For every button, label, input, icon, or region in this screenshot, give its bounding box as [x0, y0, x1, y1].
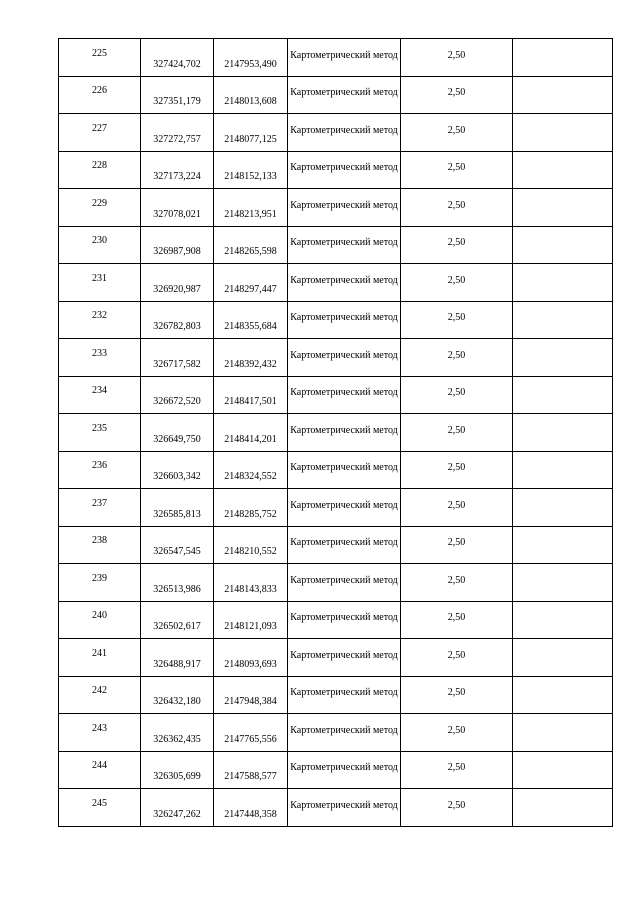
point-number-cell	[59, 526, 141, 564]
coordinates-table-body	[59, 39, 613, 827]
accuracy-cell	[401, 789, 513, 827]
y-coordinate-cell-text: 2148324,552	[224, 471, 277, 482]
y-coordinate-cell	[214, 489, 288, 527]
y-coordinate-cell-text: 2147948,384	[224, 696, 277, 707]
method-cell-text: Картометрический метод	[290, 349, 398, 361]
point-number-cell	[59, 751, 141, 789]
note-cell	[513, 339, 613, 377]
x-coordinate-cell-text: 326717,582	[153, 358, 201, 370]
method-cell	[288, 564, 401, 602]
y-coordinate-cell-text: 2148210,552	[224, 546, 277, 557]
point-number-cell-text: 245	[92, 797, 107, 809]
y-coordinate-cell	[214, 676, 288, 714]
method-cell	[288, 639, 401, 677]
table-row	[59, 301, 613, 339]
point-number-cell-text: 242	[92, 685, 107, 697]
accuracy-cell	[401, 76, 513, 114]
y-coordinate-cell	[214, 76, 288, 114]
table-row	[59, 451, 613, 489]
point-number-cell	[59, 639, 141, 677]
accuracy-cell-text: 2,50	[447, 49, 466, 61]
accuracy-cell-text: 2,50	[447, 499, 466, 511]
point-number-cell	[59, 114, 141, 152]
point-number-cell-text: 234	[92, 385, 107, 397]
method-cell-text: Картометрический метод	[290, 312, 398, 324]
method-cell	[288, 301, 401, 339]
accuracy-cell	[401, 489, 513, 527]
y-coordinate-cell	[214, 714, 288, 752]
note-cell	[513, 751, 613, 789]
y-coordinate-cell-text: 2148143,833	[224, 583, 277, 595]
x-coordinate-cell-text: 326920,987	[153, 283, 201, 295]
accuracy-cell-text: 2,50	[447, 724, 466, 736]
method-cell-text: Картометрический метод	[290, 124, 398, 136]
accuracy-cell-text: 2,50	[447, 649, 466, 661]
accuracy-cell-text: 2,50	[447, 387, 466, 399]
y-coordinate-cell-text: 2148152,133	[224, 171, 277, 182]
accuracy-cell-text: 2,50	[447, 199, 466, 211]
method-cell-text: Картометрический метод	[290, 612, 398, 624]
note-cell	[513, 39, 613, 77]
x-coordinate-cell-text: 327272,757	[153, 133, 201, 145]
note-cell	[513, 414, 613, 452]
accuracy-cell	[401, 264, 513, 302]
x-coordinate-cell-text: 326782,803	[153, 321, 201, 332]
point-number-cell	[59, 564, 141, 602]
method-cell-text: Картометрический метод	[290, 499, 398, 511]
note-cell	[513, 226, 613, 264]
coordinates-table	[58, 38, 613, 827]
accuracy-cell	[401, 114, 513, 152]
x-coordinate-cell	[141, 751, 214, 789]
y-coordinate-cell-text: 2148265,598	[224, 246, 277, 257]
method-cell	[288, 489, 401, 527]
accuracy-cell	[401, 414, 513, 452]
accuracy-cell	[401, 226, 513, 264]
y-coordinate-cell	[214, 151, 288, 189]
accuracy-cell	[401, 564, 513, 602]
point-number-cell-text: 243	[92, 722, 107, 734]
method-cell-text: Картометрический метод	[290, 87, 398, 99]
method-cell-text: Картометрический метод	[290, 649, 398, 661]
x-coordinate-cell-text: 326672,520	[153, 396, 201, 407]
table-row	[59, 39, 613, 77]
y-coordinate-cell	[214, 526, 288, 564]
point-number-cell	[59, 226, 141, 264]
method-cell	[288, 226, 401, 264]
y-coordinate-cell-text: 2148077,125	[224, 133, 277, 145]
note-cell	[513, 451, 613, 489]
x-coordinate-cell	[141, 526, 214, 564]
table-row	[59, 264, 613, 302]
x-coordinate-cell-text: 327173,224	[153, 171, 201, 182]
accuracy-cell	[401, 714, 513, 752]
accuracy-cell-text: 2,50	[447, 349, 466, 361]
accuracy-cell	[401, 151, 513, 189]
table-row	[59, 76, 613, 114]
x-coordinate-cell	[141, 451, 214, 489]
point-number-cell-text: 244	[92, 760, 107, 772]
x-coordinate-cell	[141, 676, 214, 714]
accuracy-cell	[401, 451, 513, 489]
table-row	[59, 676, 613, 714]
method-cell	[288, 526, 401, 564]
table-row	[59, 714, 613, 752]
y-coordinate-cell	[214, 789, 288, 827]
y-coordinate-cell	[214, 639, 288, 677]
table-row	[59, 414, 613, 452]
note-cell	[513, 676, 613, 714]
x-coordinate-cell	[141, 114, 214, 152]
point-number-cell	[59, 76, 141, 114]
accuracy-cell-text: 2,50	[447, 612, 466, 624]
point-number-cell-text: 238	[92, 535, 107, 547]
method-cell-text: Картометрический метод	[290, 274, 398, 286]
y-coordinate-cell-text: 2147765,556	[224, 733, 277, 745]
method-cell-text: Картометрический метод	[290, 162, 398, 174]
point-number-cell-text: 240	[92, 610, 107, 622]
x-coordinate-cell-text: 326432,180	[153, 696, 201, 707]
table-row	[59, 639, 613, 677]
table-row	[59, 601, 613, 639]
point-number-cell-text: 227	[92, 122, 107, 134]
accuracy-cell-text: 2,50	[447, 237, 466, 249]
method-cell	[288, 151, 401, 189]
accuracy-cell	[401, 39, 513, 77]
x-coordinate-cell	[141, 339, 214, 377]
note-cell	[513, 601, 613, 639]
method-cell	[288, 451, 401, 489]
table-row	[59, 339, 613, 377]
x-coordinate-cell	[141, 151, 214, 189]
point-number-cell-text: 232	[92, 310, 107, 322]
accuracy-cell	[401, 526, 513, 564]
table-row	[59, 114, 613, 152]
x-coordinate-cell-text: 326488,917	[153, 658, 201, 670]
x-coordinate-cell	[141, 301, 214, 339]
y-coordinate-cell-text: 2148121,093	[224, 621, 277, 632]
method-cell-text: Картометрический метод	[290, 462, 398, 474]
point-number-cell	[59, 414, 141, 452]
x-coordinate-cell-text: 327351,179	[153, 96, 201, 107]
accuracy-cell-text: 2,50	[447, 162, 466, 174]
accuracy-cell	[401, 601, 513, 639]
y-coordinate-cell	[214, 39, 288, 77]
x-coordinate-cell-text: 327424,702	[153, 58, 201, 70]
point-number-cell	[59, 676, 141, 714]
method-cell-text: Картометрический метод	[290, 237, 398, 249]
x-coordinate-cell-text: 327078,021	[153, 208, 201, 220]
point-number-cell-text: 241	[92, 647, 107, 659]
method-cell-text: Картометрический метод	[290, 387, 398, 399]
method-cell-text: Картометрический метод	[290, 49, 398, 61]
x-coordinate-cell	[141, 789, 214, 827]
x-coordinate-cell	[141, 189, 214, 227]
y-coordinate-cell-text: 2147448,358	[224, 808, 277, 820]
point-number-cell-text: 226	[92, 85, 107, 97]
x-coordinate-cell	[141, 376, 214, 414]
note-cell	[513, 714, 613, 752]
x-coordinate-cell	[141, 601, 214, 639]
x-coordinate-cell	[141, 76, 214, 114]
x-coordinate-cell	[141, 639, 214, 677]
table-row	[59, 489, 613, 527]
y-coordinate-cell-text: 2148414,201	[224, 433, 277, 445]
accuracy-cell	[401, 339, 513, 377]
point-number-cell-text: 228	[92, 160, 107, 172]
x-coordinate-cell	[141, 564, 214, 602]
method-cell-text: Картометрический метод	[290, 724, 398, 736]
point-number-cell-text: 233	[92, 347, 107, 359]
accuracy-cell	[401, 301, 513, 339]
y-coordinate-cell	[214, 339, 288, 377]
point-number-cell	[59, 189, 141, 227]
y-coordinate-cell	[214, 114, 288, 152]
accuracy-cell	[401, 376, 513, 414]
method-cell-text: Картометрический метод	[290, 199, 398, 211]
accuracy-cell	[401, 751, 513, 789]
note-cell	[513, 76, 613, 114]
note-cell	[513, 526, 613, 564]
x-coordinate-cell-text: 326547,545	[153, 546, 201, 557]
accuracy-cell	[401, 676, 513, 714]
method-cell-text: Картометрический метод	[290, 799, 398, 811]
table-row	[59, 376, 613, 414]
x-coordinate-cell	[141, 226, 214, 264]
y-coordinate-cell	[214, 226, 288, 264]
accuracy-cell-text: 2,50	[447, 537, 466, 549]
accuracy-cell-text: 2,50	[447, 124, 466, 136]
y-coordinate-cell	[214, 601, 288, 639]
y-coordinate-cell-text: 2147588,577	[224, 771, 277, 782]
accuracy-cell-text: 2,50	[447, 687, 466, 699]
x-coordinate-cell-text: 326362,435	[153, 733, 201, 745]
method-cell	[288, 76, 401, 114]
point-number-cell-text: 230	[92, 235, 107, 247]
note-cell	[513, 639, 613, 677]
note-cell	[513, 114, 613, 152]
point-number-cell-text: 239	[92, 572, 107, 584]
point-number-cell	[59, 376, 141, 414]
method-cell	[288, 339, 401, 377]
x-coordinate-cell-text: 326603,342	[153, 471, 201, 482]
point-number-cell	[59, 264, 141, 302]
point-number-cell	[59, 714, 141, 752]
y-coordinate-cell	[214, 264, 288, 302]
y-coordinate-cell	[214, 376, 288, 414]
y-coordinate-cell	[214, 451, 288, 489]
method-cell	[288, 189, 401, 227]
accuracy-cell-text: 2,50	[447, 462, 466, 474]
table-row	[59, 526, 613, 564]
x-coordinate-cell-text: 326513,986	[153, 583, 201, 595]
method-cell-text: Картометрический метод	[290, 424, 398, 436]
point-number-cell	[59, 451, 141, 489]
accuracy-cell-text: 2,50	[447, 574, 466, 586]
note-cell	[513, 151, 613, 189]
x-coordinate-cell-text: 326585,813	[153, 508, 201, 520]
note-cell	[513, 189, 613, 227]
accuracy-cell-text: 2,50	[447, 424, 466, 436]
accuracy-cell-text: 2,50	[447, 762, 466, 774]
point-number-cell-text: 225	[92, 47, 107, 59]
y-coordinate-cell	[214, 189, 288, 227]
x-coordinate-cell-text: 326502,617	[153, 621, 201, 632]
method-cell	[288, 601, 401, 639]
table-row	[59, 751, 613, 789]
note-cell	[513, 789, 613, 827]
x-coordinate-cell-text: 326649,750	[153, 433, 201, 445]
method-cell	[288, 714, 401, 752]
accuracy-cell-text: 2,50	[447, 312, 466, 324]
method-cell	[288, 376, 401, 414]
point-number-cell	[59, 789, 141, 827]
method-cell	[288, 751, 401, 789]
method-cell-text: Картометрический метод	[290, 537, 398, 549]
y-coordinate-cell-text: 2148297,447	[224, 283, 277, 295]
table-row	[59, 189, 613, 227]
note-cell	[513, 301, 613, 339]
accuracy-cell-text: 2,50	[447, 274, 466, 286]
point-number-cell-text: 235	[92, 422, 107, 434]
y-coordinate-cell-text: 2148392,432	[224, 358, 277, 370]
note-cell	[513, 376, 613, 414]
method-cell	[288, 676, 401, 714]
x-coordinate-cell-text: 326247,262	[153, 808, 201, 820]
x-coordinate-cell-text: 326305,699	[153, 771, 201, 782]
table-row	[59, 226, 613, 264]
method-cell-text: Картометрический метод	[290, 762, 398, 774]
x-coordinate-cell-text: 326987,908	[153, 246, 201, 257]
point-number-cell-text: 231	[92, 272, 107, 284]
method-cell-text: Картометрический метод	[290, 574, 398, 586]
x-coordinate-cell	[141, 414, 214, 452]
table-row	[59, 151, 613, 189]
table-row	[59, 564, 613, 602]
y-coordinate-cell	[214, 564, 288, 602]
note-cell	[513, 264, 613, 302]
point-number-cell	[59, 601, 141, 639]
x-coordinate-cell	[141, 39, 214, 77]
y-coordinate-cell-text: 2148013,608	[224, 96, 277, 107]
accuracy-cell-text: 2,50	[447, 799, 466, 811]
y-coordinate-cell	[214, 414, 288, 452]
method-cell	[288, 414, 401, 452]
point-number-cell	[59, 339, 141, 377]
y-coordinate-cell-text: 2148213,951	[224, 208, 277, 220]
point-number-cell	[59, 39, 141, 77]
point-number-cell-text: 236	[92, 460, 107, 472]
point-number-cell-text: 229	[92, 197, 107, 209]
method-cell	[288, 114, 401, 152]
point-number-cell	[59, 489, 141, 527]
point-number-cell	[59, 301, 141, 339]
method-cell	[288, 789, 401, 827]
method-cell	[288, 264, 401, 302]
table-row	[59, 789, 613, 827]
accuracy-cell	[401, 639, 513, 677]
note-cell	[513, 489, 613, 527]
y-coordinate-cell-text: 2147953,490	[224, 58, 277, 70]
x-coordinate-cell	[141, 489, 214, 527]
point-number-cell-text: 237	[92, 497, 107, 509]
method-cell	[288, 39, 401, 77]
accuracy-cell	[401, 189, 513, 227]
y-coordinate-cell	[214, 301, 288, 339]
y-coordinate-cell-text: 2148417,501	[224, 396, 277, 407]
method-cell-text: Картометрический метод	[290, 687, 398, 699]
y-coordinate-cell	[214, 751, 288, 789]
x-coordinate-cell	[141, 714, 214, 752]
x-coordinate-cell	[141, 264, 214, 302]
y-coordinate-cell-text: 2148355,684	[224, 321, 277, 332]
y-coordinate-cell-text: 2148285,752	[224, 508, 277, 520]
y-coordinate-cell-text: 2148093,693	[224, 658, 277, 670]
accuracy-cell-text: 2,50	[447, 87, 466, 99]
note-cell	[513, 564, 613, 602]
point-number-cell	[59, 151, 141, 189]
